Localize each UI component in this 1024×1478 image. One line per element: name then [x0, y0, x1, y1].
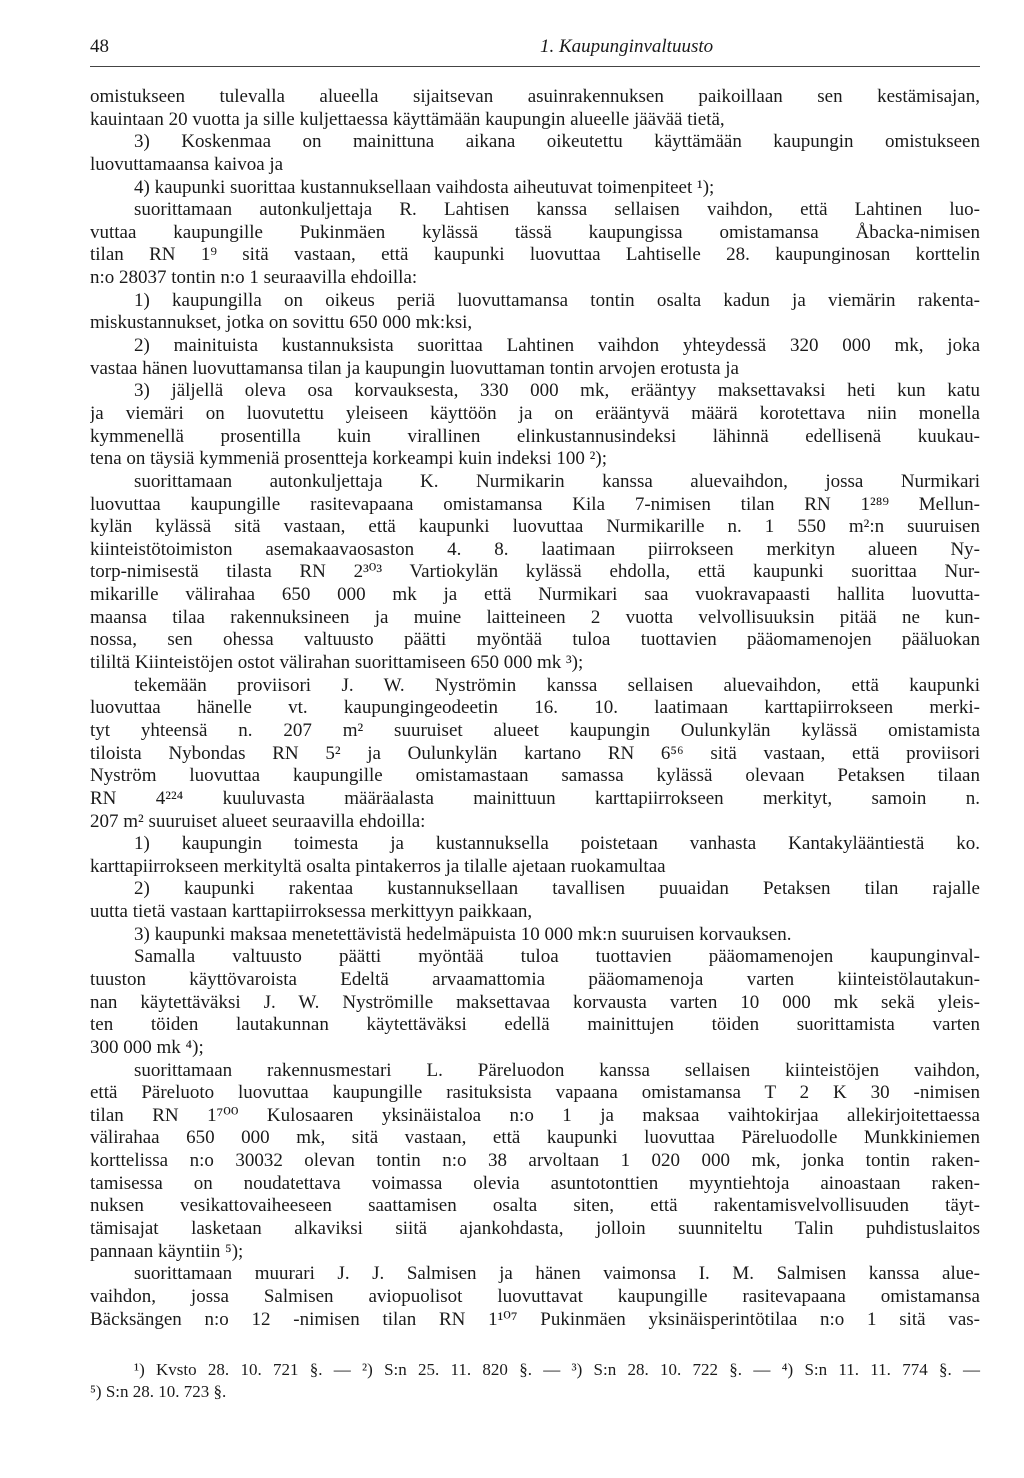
text-line: kylän kylässä sitä vastaan, että kaupunki luovuttaa Nurmikarille n. 1 550 m²:n suuruisen [90, 516, 980, 538]
text-line: 3) jäljellä oleva osa korvauksesta, 330 000 mk, erääntyy maksettavaksi heti kun katu [134, 380, 980, 402]
running-head: 1. Kaupunginvaltuusto [540, 36, 714, 57]
text-line: kiinteistötoimiston asemakaavaosaston 4. 8. laatimaan piirrokseen merkityn alueen Ny- [90, 538, 980, 560]
text-line: vastaa hänen luovuttamansa tilan ja kaupungin luovuttaman tontin arvojen erotusta ja [90, 357, 739, 379]
text-line: n:o 28037 tontin n:o 1 seuraavilla ehdoilla: [90, 267, 418, 289]
body-text [90, 86, 980, 1331]
text-line: mikarille välirahaa 650 000 mk ja että Nurmikari saa vuokravapaasti hallita luovutta- [90, 584, 980, 606]
text-line: korttelissa n:o 30032 olevan tontin n:o 38 arvoltaan 1 020 000 mk, jonka tontin raken- [90, 1150, 980, 1172]
text-line: 1) kaupungilla on oikeus periä luovuttamansa tontin osalta kadun ja viemärin rakenta- [134, 289, 980, 311]
text-line: pannaan käyntiin ⁵); [90, 1240, 244, 1262]
text-line: luovuttamaansa kaivoa ja [90, 153, 284, 175]
text-line: suorittamaan rakennusmestari L. Päreluodon kanssa sellaisen kiinteistöjen vaihdon, [134, 1059, 980, 1081]
text-line: luovuttaa kaupungille rasitevapaana omistamansa Kila 7-nimisen tilan RN 1²⁸⁹ Mellun- [90, 493, 980, 515]
text-line: suorittamaan muurari J. J. Salmisen ja hänen vaimonsa I. M. Salmisen kanssa alue- [134, 1263, 980, 1285]
text-line: 1) kaupungin toimesta ja kustannuksella poistetaan vanhasta Kantakylääntiestä ko. [134, 833, 980, 855]
text-line: tuuston käyttövaroista Edeltä arvaamattomia pääomamenoja varten kiinteistölautakun- [90, 968, 980, 990]
text-line: nossa, sen ohessa valtuusto päätti myöntää tuloa tuottavien pääomamenojen pääluokan [90, 629, 980, 651]
footnote-line: ⁵) S:n 28. 10. 723 §. [90, 1382, 227, 1401]
text-line: Samalla valtuusto päätti myöntää tuloa tuottavien pääomamenojen kaupunginval- [134, 946, 980, 968]
text-line: RN 4²²⁴ kuuluvasta määräalasta mainittuun karttapiirrokseen merkityt, samoin n. [90, 787, 980, 809]
text-line: suorittamaan autonkuljettaja K. Nurmikarin kanssa aluevaihdon, jossa Nurmikari [134, 470, 980, 492]
text-line: tekemään proviisori J. W. Nyströmin kanssa sellaisen aluevaihdon, että kaupunki [134, 674, 980, 696]
text-line: torp-nimisestä tilasta RN 2³⁰³ Vartiokylän kylässä ehdolla, että kaupunki suorittaa Nur- [90, 561, 980, 583]
text-line: 3) kaupunki maksaa menetettävistä hedelmäpuista 10 000 mk:n suuruisen korvauksen. [134, 923, 792, 945]
text-line: että Päreluoto luovuttaa kaupungille rasituksista vapaana omistamansa T 2 K 30 -nimisen [90, 1082, 980, 1104]
text-line: tämisajat lasketaan alkaviksi siitä ajankohdasta, jolloin suunniteltu Talin puhdistuslaitos [90, 1218, 980, 1240]
text-line: tilan RN 1⁷⁰⁰ Kulosaaren yksinäistaloa n:o 1 ja maksaa vaihtokirjaa allekirjoitettaessa [90, 1104, 980, 1126]
text-line: ja viemäri on luovutettu yleiseen käyttöön ja on erääntyvä määrä korotettava niin monella [90, 402, 980, 424]
text-line: tiloista Nybondas RN 5² ja Oulunkylän kartano RN 6⁵⁶ sitä vastaan, että proviisori [90, 742, 980, 764]
text-line: Bäcksängen n:o 12 -nimisen tilan RN 1¹⁰⁷ Pukinmäen yksinäisperintötilaa n:o 1 sitä vas- [90, 1308, 980, 1330]
page-number: 48 [90, 36, 109, 57]
text-line: omistukseen tulevalla alueella sijaitsevan asuinrakennuksen paikoillaan sen kestämisajan, [90, 86, 980, 107]
text-line: 207 m² suuruiset alueet seuraavilla ehdoilla: [90, 810, 426, 832]
text-line: vuttaa kaupungille Pukinmäen kylässä tässä kaupungissa omistamansa Åbacka-nimisen [90, 221, 980, 243]
text-line: nuksen vesikattovaiheeseen saattamisen osalta siten, että rakentamisvelvollisuuden täyt- [90, 1195, 980, 1217]
text-line: tililtä Kiinteistöjen ostot välirahan suorittamiseen 650 000 mk ³); [90, 652, 584, 674]
text-line: 300 000 mk ⁴); [90, 1036, 204, 1058]
text-line: miskustannukset, jotka on sovittu 650 000 mk:ksi, [90, 312, 473, 334]
text-line: suorittamaan autonkuljettaja R. Lahtisen kanssa sellaisen vaihdon, että Lahtinen luo- [134, 199, 980, 221]
text-line: karttapiirrokseen merkityltä osalta pintakerros ja tilalle ajetaan ruokamultaa [90, 855, 666, 877]
text-line: vaihdon, jossa Salmisen aviopuolisot luovuttavat kaupungille rasitevapaana omistamansa [90, 1285, 980, 1307]
text-line: kauintaan 20 vuotta ja sille kuljettaessa käyttämään kaupungin alueelle jäävää tietä, [90, 108, 725, 130]
text-line: 2) kaupunki rakentaa kustannuksellaan tavallisen puuaidan Petaksen tilan rajalle [134, 878, 980, 900]
text-line: tyt yhteensä n. 207 m² suuruiset alueet kaupungin Oulunkylän kylässä omistamista [90, 719, 980, 741]
text-line: tena on täysiä kymmeniä prosentteja korkeampi kuin indeksi 100 ²); [90, 448, 607, 470]
text-line: 4) kaupunki suorittaa kustannuksellaan vaihdosta aiheutuvat toimenpiteet ¹); [134, 176, 715, 198]
text-line: Nyström luovuttaa kaupungille omistamastaan samassa kylässä olevaan Petaksen tilaan [90, 765, 980, 787]
text-line: kymmenellä prosentilla kuin virallinen elinkustannusindeksi lähinnä edellisenä kuukau- [90, 425, 980, 447]
text-line: 3) Koskenmaa on mainittuna aikana oikeutettu käyttämään kaupungin omistukseen [134, 131, 980, 153]
text-line: luovuttaa hänelle vt. kaupungingeodeetin 16. 10. laatimaan karttapiirrokseen merki- [90, 697, 980, 719]
text-line: tamisessa on noudatettava voimassa olevia asuntotonttien myyntiehtoja ainoastaan raken- [90, 1172, 980, 1194]
text-line: tilan RN 1⁹ sitä vastaan, että kaupunki luovuttaa Lahtiselle 28. kaupunginosan korttelin [90, 244, 980, 266]
text-line: välirahaa 650 000 mk, sitä vastaan, että kaupunki luovuttaa Päreluodolle Munkkiniemen [90, 1127, 980, 1149]
text-line: ten töiden lautakunnan käytettäväksi edellä mainittujen töiden suorittamista varten [90, 1014, 980, 1036]
text-line: 2) mainituista kustannuksista suorittaa Lahtinen vaihdon yhteydessä 320 000 mk, joka [134, 335, 980, 357]
footnotes [90, 1359, 980, 1403]
text-line: uutta tietä vastaan karttapiirroksessa merkittyyn paikkaan, [90, 901, 533, 923]
text-line: nan käytettäväksi J. W. Nyströmille maksettavaa korvausta varten 10 000 mk sekä yleis- [90, 991, 980, 1013]
page-header [90, 30, 980, 67]
text-line: maansa tilaa rakennuksineen ja muine laitteineen 2 vuotta velvollisuuksin pitää ne kun- [90, 606, 980, 628]
footnote-line: ¹) Kvsto 28. 10. 721 §. — ²) S:n 25. 11. 820 §. — ³) S:n 28. 10. 722 §. — ⁴) S:n 11. 11. 774 §. — [134, 1360, 980, 1379]
